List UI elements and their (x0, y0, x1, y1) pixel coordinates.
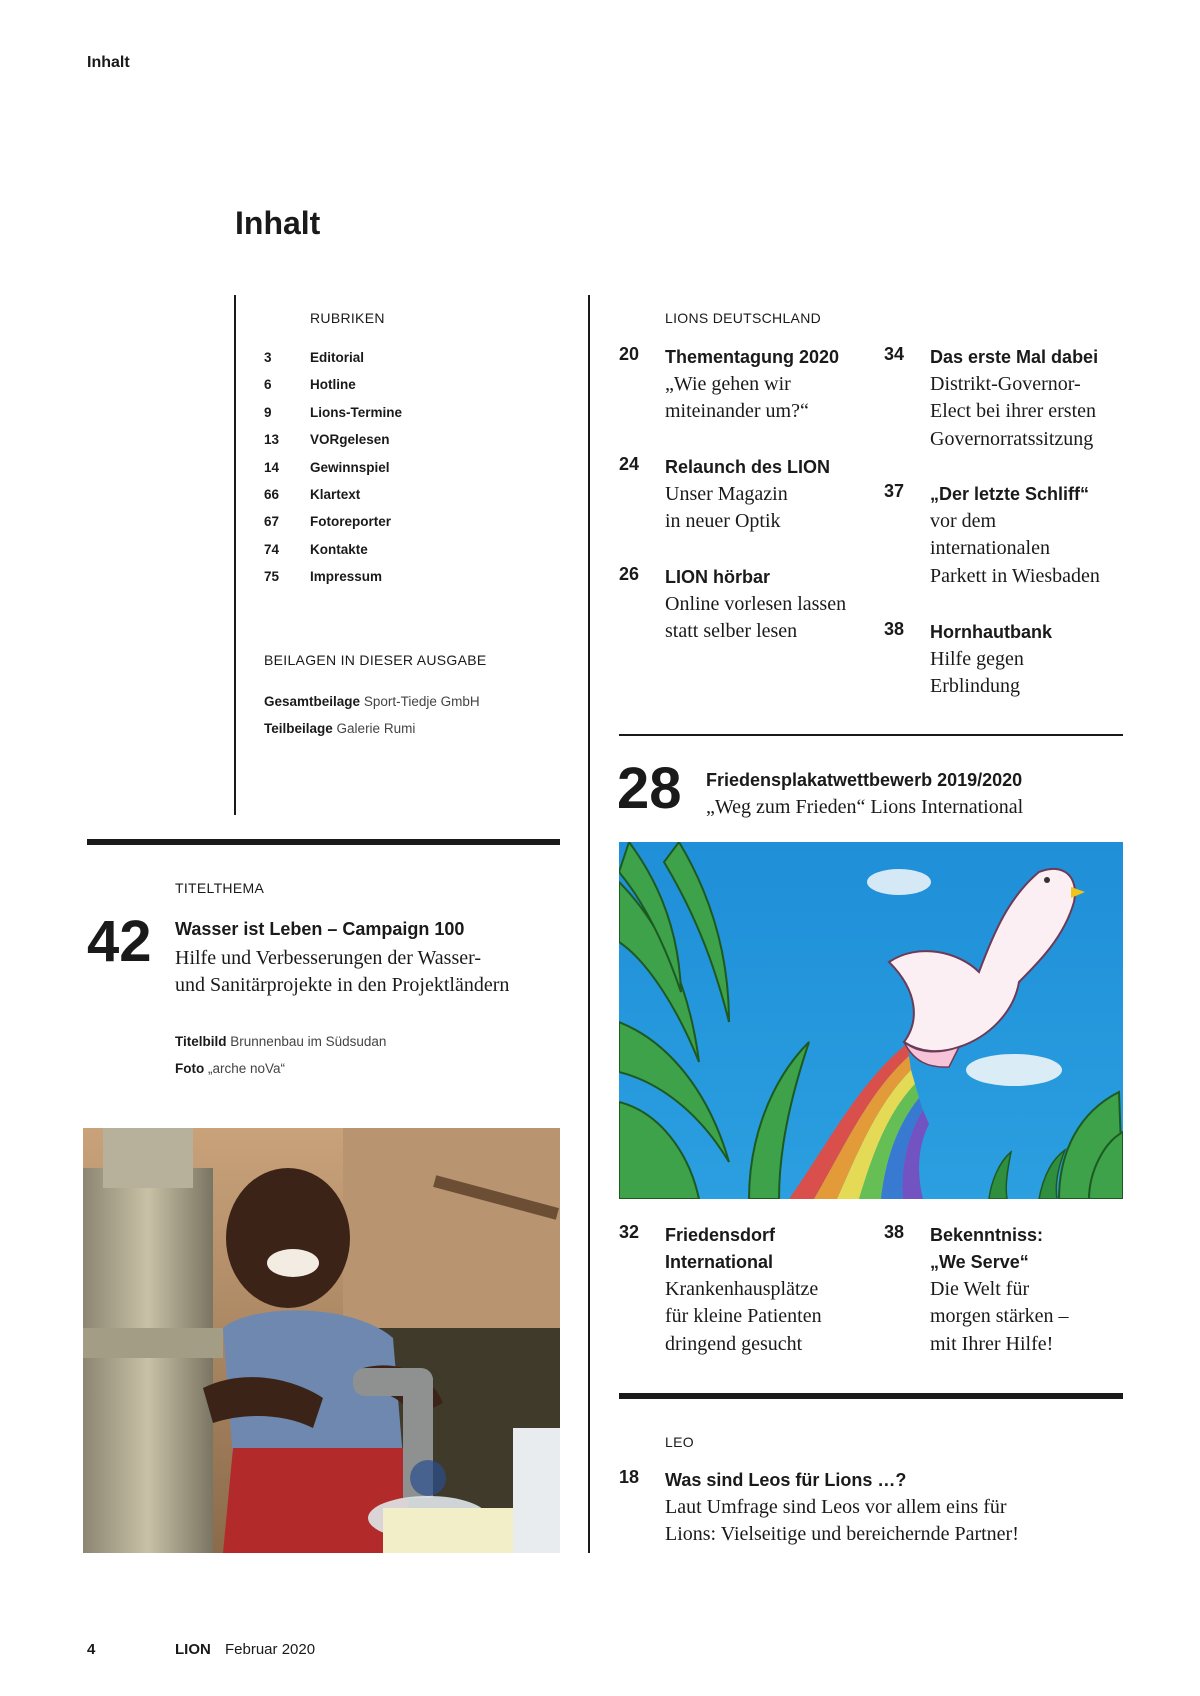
rubrik-page: 3 (264, 350, 272, 365)
toc-entry[interactable] (884, 481, 1144, 591)
titelthema-title[interactable]: Wasser ist Leben – Campaign 100 (175, 919, 465, 939)
rubrik-page: 74 (264, 541, 280, 557)
peace-poster-image (619, 842, 1123, 1199)
entry-title: Was sind Leos für Lions …? (665, 1470, 907, 1490)
entry-page: 38 (884, 1222, 905, 1242)
toc-entry[interactable] (619, 1222, 879, 1362)
toc-entry[interactable] (619, 344, 879, 424)
rubrik-item[interactable] (264, 487, 564, 514)
entry-title: Relaunch des LION (665, 457, 831, 477)
leo-label: LEO (665, 1434, 694, 1450)
beilage-type: Gesamtbeilage (264, 694, 361, 709)
rubrik-item[interactable] (264, 569, 564, 596)
cover-credit (175, 1034, 386, 1049)
toc-entry[interactable] (884, 344, 1144, 454)
rubrik-label: Editorial (310, 350, 365, 365)
rubrik-item[interactable] (264, 514, 564, 541)
toc-entry[interactable] (884, 619, 1144, 699)
toc-entry[interactable] (884, 1222, 1144, 1362)
titelthema-label: TITELTHEMA (175, 880, 265, 896)
entry-desc: Hilfe gegen Erblindung (930, 648, 1024, 698)
rubrik-page: 13 (264, 432, 280, 448)
rubrik-label: Klartext (310, 486, 361, 502)
water-pump-photo (83, 1128, 560, 1553)
toc-entry[interactable] (619, 1467, 1119, 1557)
rubrik-item[interactable] (264, 432, 564, 459)
entry-title: Das erste Mal dabei (930, 347, 1099, 367)
rubrik-item[interactable] (264, 377, 564, 404)
rubrik-item[interactable] (264, 350, 564, 377)
center-column-rule (588, 295, 590, 1553)
entry-desc: Laut Umfrage sind Leos vor allem eins für Lions: Vielseitige und bereichernde Partner! (665, 1496, 1019, 1546)
footer-issue-date: Februar 2020 (225, 1641, 316, 1658)
section-divider-thick (87, 839, 560, 845)
rubrik-page: 14 (264, 459, 280, 475)
entry-page: 26 (619, 564, 640, 584)
rubrik-page: 66 (264, 486, 280, 502)
footer-magazine: LION (175, 1641, 211, 1658)
entry-page: 38 (884, 619, 905, 639)
beilagen-label: BEILAGEN IN DIESER AUSGABE (264, 652, 487, 668)
rubrik-label: Lions-Termine (310, 404, 403, 420)
titelthema-desc: Hilfe und Verbesserungen der Wasser- und Sanitärprojekte in den Projektländern (175, 947, 510, 997)
entry-desc: „Wie gehen wir miteinander um?“ (665, 373, 809, 423)
section-divider (619, 734, 1123, 736)
entry-desc: Online vorlesen lassen statt selber lesen (665, 593, 847, 643)
rubrik-label: Fotoreporter (310, 514, 391, 530)
entry-page: 18 (619, 1467, 640, 1487)
rubrik-label: Kontakte (310, 541, 368, 557)
toc-entry[interactable] (619, 454, 879, 534)
beilage-value: Sport-Tiedje GmbH (363, 694, 480, 709)
photo-credit (175, 1061, 285, 1076)
entry-page: 32 (619, 1222, 640, 1242)
beilage-item (264, 694, 480, 709)
footer-page-number: 4 (87, 1641, 96, 1658)
beilage-value: Galerie Rumi (336, 721, 416, 736)
entry-page: 24 (619, 454, 640, 474)
rubrik-label: Gewinnspiel (310, 459, 390, 475)
rubrik-label: VORgelesen (310, 432, 390, 448)
rubrik-item[interactable] (264, 460, 564, 487)
credit-label: Titelbild (175, 1034, 227, 1049)
rubriken-label: RUBRIKEN (310, 310, 385, 326)
entry-title: Thementagung 2020 (665, 347, 840, 367)
rubrik-label: Impressum (310, 569, 383, 585)
running-head: Inhalt (87, 54, 130, 71)
rubrik-page: 67 (264, 514, 280, 530)
credit-value: „arche noVa“ (208, 1061, 286, 1076)
credit-label: Foto (175, 1061, 205, 1076)
entry-title: Bekenntniss: „We Serve“ (930, 1225, 1044, 1272)
feature-title[interactable]: Friedensplakatwettbewerb 2019/2020 (706, 770, 1023, 790)
page-title: Inhalt (235, 205, 321, 241)
entry-page: 20 (619, 344, 640, 364)
entry-page: 34 (884, 344, 905, 364)
entry-desc: Krankenhausplätze für kleine Patienten dringend gesucht (665, 1278, 822, 1355)
beilage-item (264, 721, 415, 736)
entry-title: Hornhautbank (930, 622, 1053, 642)
entry-desc: Die Welt für morgen stärken – mit Ihrer Hilfe! (930, 1278, 1069, 1355)
feature-desc: „Weg zum Frieden“ Lions International (706, 796, 1024, 818)
rubrik-label: Hotline (310, 377, 356, 393)
rubrik-page: 75 (264, 569, 280, 585)
entry-desc: vor dem internationalen Parkett in Wiesbaden (930, 510, 1100, 587)
entry-desc: Unser Magazin in neuer Optik (665, 483, 788, 533)
rubrik-item[interactable] (264, 542, 564, 569)
feature-page-number: 28 (617, 756, 682, 821)
beilage-type: Teilbeilage (264, 721, 333, 736)
entry-title: LION hörbar (665, 567, 771, 587)
section-divider-thick (619, 1393, 1123, 1399)
entry-page: 37 (884, 481, 905, 501)
rubriken-column-rule (234, 295, 236, 815)
toc-entry[interactable] (619, 564, 879, 644)
titelthema-page-number: 42 (87, 909, 152, 974)
entry-desc: Distrikt-Governor- Elect bei ihrer ersten Governorratssitzung (930, 373, 1097, 450)
entry-title: Friedensdorf International (665, 1225, 776, 1272)
rubrik-item[interactable] (264, 405, 564, 432)
rubriken-list (264, 350, 564, 597)
rubrik-page: 9 (264, 404, 272, 420)
rubrik-page: 6 (264, 377, 272, 393)
lions-deutschland-label: LIONS DEUTSCHLAND (665, 310, 822, 326)
entry-title: „Der letzte Schliff“ (930, 484, 1090, 504)
credit-value: Brunnenbau im Südsudan (230, 1034, 387, 1049)
